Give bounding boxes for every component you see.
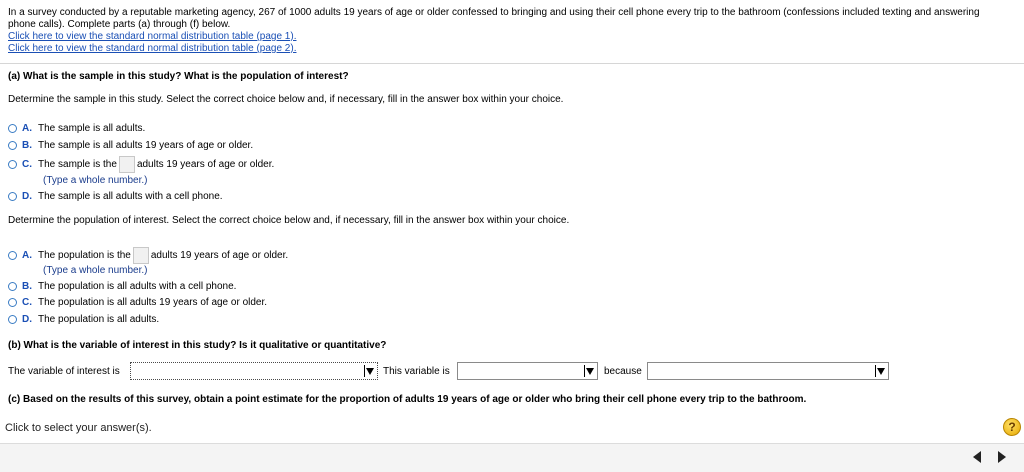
- divider: [0, 63, 1024, 64]
- option-text: The population is all adults with a cell phone.: [38, 281, 237, 292]
- part-a-question: (a) What is the sample in this study? What is the population of interest?: [8, 71, 349, 82]
- option-text: The population is all adults 19 years of age or older.: [38, 297, 268, 308]
- radio-button[interactable]: [8, 298, 17, 307]
- option-text-after: adults 19 years of age or older.: [136, 159, 275, 170]
- radio-button[interactable]: [8, 282, 17, 291]
- population-instruction: Determine the population of interest. Select the correct choice below and, if necessary, fill in the answer box within your choice.: [8, 215, 570, 226]
- sample-option-c[interactable]: C. The sample is the adults 19 years of age or older.: [8, 156, 274, 173]
- because-label: because: [604, 366, 642, 377]
- sample-option-b[interactable]: B. The sample is all adults 19 years of age or older.: [8, 140, 253, 151]
- population-size-input[interactable]: [133, 247, 149, 264]
- normal-table-page1-link[interactable]: Click here to view the standard normal distribution table (page 1).: [8, 31, 297, 42]
- radio-button[interactable]: [8, 315, 17, 324]
- option-text: The sample is all adults 19 years of age or older.: [38, 140, 254, 151]
- navigation-bar: [0, 443, 1024, 472]
- population-option-b[interactable]: B. The population is all adults with a cell phone.: [8, 281, 236, 292]
- variable-type-dropdown[interactable]: [457, 362, 598, 380]
- option-text-before: The population is the: [38, 250, 131, 261]
- problem-statement: In a survey conducted by a reputable marketing agency, 267 of 1000 adults 19 years of age or older confessed to bringing and using their cell phone every trip to the bathroom (confessions included texting and answering phone calls). Complete parts (a) through (f) below.: [8, 7, 980, 30]
- next-arrow-icon[interactable]: [993, 448, 1011, 466]
- chevron-down-icon: [584, 365, 595, 377]
- reason-dropdown[interactable]: [647, 362, 889, 380]
- help-icon[interactable]: ?: [1003, 418, 1021, 436]
- population-option-d[interactable]: D. The population is all adults.: [8, 314, 159, 325]
- radio-button[interactable]: [8, 124, 17, 133]
- problem-intro: [8, 7, 1008, 55]
- radio-button[interactable]: [8, 160, 17, 169]
- option-text: The sample is all adults with a cell phone.: [38, 191, 223, 202]
- radio-button[interactable]: [8, 192, 17, 201]
- sample-size-input[interactable]: [119, 156, 135, 173]
- option-text-after: adults 19 years of age or older.: [150, 250, 289, 261]
- population-option-c[interactable]: C. The population is all adults 19 years of age or older.: [8, 297, 267, 308]
- sample-option-a[interactable]: A. The sample is all adults.: [8, 123, 145, 134]
- part-b-question: (b) What is the variable of interest in this study? Is it qualitative or quantitative?: [8, 340, 387, 351]
- option-text: The sample is all adults.: [38, 123, 146, 134]
- radio-button[interactable]: [8, 251, 17, 260]
- radio-button[interactable]: [8, 141, 17, 150]
- part-c-question: (c) Based on the results of this survey, obtain a point estimate for the proportion of adults 19 years of age or older who bring their cell phone every trip to the bathroom.: [8, 394, 807, 405]
- whole-number-hint: (Type a whole number.): [43, 175, 148, 186]
- this-variable-label: This variable is: [383, 366, 450, 377]
- chevron-down-icon: [364, 365, 375, 377]
- whole-number-hint: (Type a whole number.): [43, 265, 148, 276]
- normal-table-page2-link[interactable]: Click here to view the standard normal distribution table (page 2).: [8, 43, 297, 54]
- chevron-down-icon: [875, 365, 886, 377]
- population-option-a[interactable]: A. The population is the adults 19 years of age or older.: [8, 247, 288, 264]
- variable-dropdown[interactable]: [130, 362, 378, 380]
- status-message: Click to select your answer(s).: [5, 422, 152, 434]
- sample-instruction: Determine the sample in this study. Select the correct choice below and, if necessary, fill in the answer box within your choice.: [8, 94, 564, 105]
- sample-option-d[interactable]: D. The sample is all adults with a cell phone.: [8, 191, 223, 202]
- previous-arrow-icon[interactable]: [968, 448, 986, 466]
- option-text-before: The sample is the: [38, 159, 117, 170]
- variable-label: The variable of interest is: [8, 366, 120, 377]
- option-text: The population is all adults.: [38, 314, 160, 325]
